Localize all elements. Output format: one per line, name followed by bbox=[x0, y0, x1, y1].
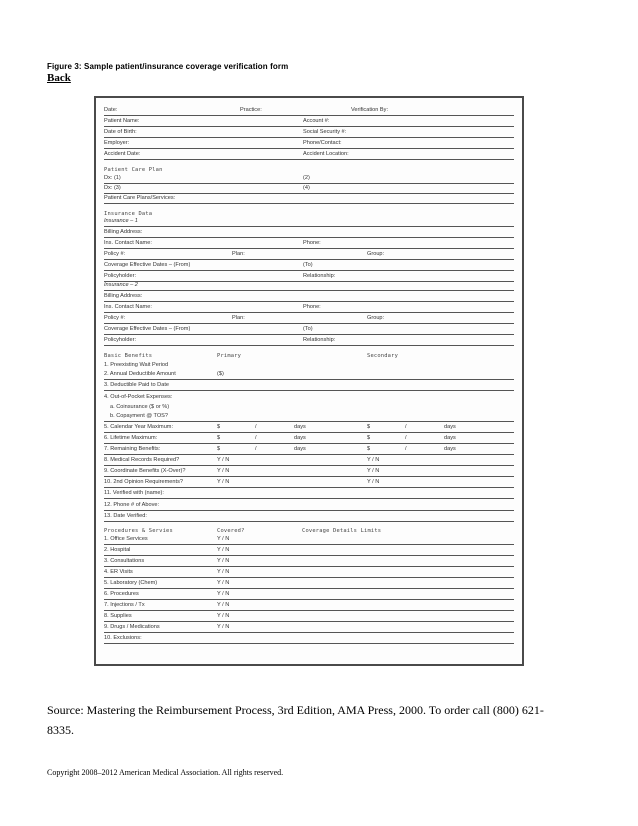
dx-row bbox=[104, 175, 514, 184]
procedure-item-label: 5. Laboratory (Chem) bbox=[104, 580, 158, 587]
yes-no-field: Y / N bbox=[367, 479, 380, 486]
yes-no-field: Y / N bbox=[217, 457, 230, 464]
days-field: days bbox=[444, 446, 456, 453]
patient-row bbox=[104, 117, 514, 127]
days-field: days bbox=[294, 435, 306, 442]
practice-label: Practice: bbox=[240, 107, 262, 114]
primary-heading: Primary bbox=[217, 352, 242, 359]
procedure-item-label: 8. Supplies bbox=[104, 613, 132, 620]
days-field: days bbox=[294, 424, 306, 431]
benefit-row bbox=[104, 424, 514, 433]
benefit-item-label: 2. Annual Deductible Amount bbox=[104, 371, 176, 378]
benefit-row bbox=[104, 513, 514, 522]
section-heading bbox=[104, 352, 514, 360]
yes-no-field: Y / N bbox=[217, 613, 230, 620]
days-field: days bbox=[444, 424, 456, 431]
date-label: Date: bbox=[104, 107, 118, 114]
to-label: (To) bbox=[303, 262, 313, 269]
insurance-row bbox=[104, 239, 514, 249]
phone-label: Phone: bbox=[303, 240, 321, 247]
yes-no-field: Y / N bbox=[217, 536, 230, 543]
yes-no-field: Y / N bbox=[367, 468, 380, 475]
benefit-item-label: 7. Remaining Benefits: bbox=[104, 446, 161, 453]
care-plan-heading: Patient Care Plan bbox=[104, 166, 163, 173]
dollar-field: ($) bbox=[217, 371, 224, 378]
account-label: Account #: bbox=[303, 118, 330, 125]
patient-row bbox=[104, 128, 514, 138]
relationship-label: Relationship: bbox=[303, 273, 336, 280]
days-field: days bbox=[444, 435, 456, 442]
dx-label: Dx: (3) bbox=[104, 185, 121, 192]
procedure-row bbox=[104, 635, 514, 644]
procedure-row bbox=[104, 580, 514, 589]
procedure-row bbox=[104, 547, 514, 556]
insurance-row bbox=[104, 336, 514, 346]
insurance-row bbox=[104, 282, 514, 291]
benefit-item-label: 13. Date Verified: bbox=[104, 513, 147, 520]
coverage-dates-label: Coverage Effective Dates – (From) bbox=[104, 262, 191, 269]
procedure-item-label: 6. Procedures bbox=[104, 591, 139, 598]
yes-no-field: Y / N bbox=[217, 580, 230, 587]
plan-label: Plan: bbox=[232, 251, 245, 258]
benefit-item-label: 12. Phone # of Above: bbox=[104, 502, 160, 509]
slash-field: / bbox=[405, 424, 407, 431]
yes-no-field: Y / N bbox=[217, 624, 230, 631]
benefit-item-label: 6. Lifetime Maximum: bbox=[104, 435, 158, 442]
procedure-item-label: 9. Drugs / Medications bbox=[104, 624, 160, 631]
insurance-row bbox=[104, 228, 514, 238]
ssn-label: Social Security #: bbox=[303, 129, 347, 136]
procedure-row bbox=[104, 591, 514, 600]
benefit-row bbox=[104, 490, 514, 499]
benefit-item-label: b. Copayment @ TOS? bbox=[110, 413, 169, 420]
yes-no-field: Y / N bbox=[217, 479, 230, 486]
benefit-row bbox=[104, 393, 514, 402]
benefit-row bbox=[104, 371, 514, 380]
benefit-item-label: 3. Deductible Paid to Date bbox=[104, 382, 169, 389]
figure-caption: Figure 3: Sample patient/insurance coverage verification form bbox=[47, 62, 289, 71]
relationship-label: Relationship: bbox=[303, 337, 336, 344]
section-heading bbox=[104, 527, 514, 535]
benefit-row bbox=[104, 502, 514, 511]
coverage-details-heading: Coverage Details Limits bbox=[302, 527, 382, 534]
dollar-field: $ bbox=[217, 424, 221, 431]
procedure-item-label: 1. Office Services bbox=[104, 536, 148, 543]
plans-services-label: Patient Care Plans/Services: bbox=[104, 195, 176, 202]
insurance-row bbox=[104, 272, 514, 282]
dx-row bbox=[104, 185, 514, 194]
policyholder-label: Policyholder: bbox=[104, 337, 137, 344]
insurance-row bbox=[104, 261, 514, 271]
patient-row bbox=[104, 139, 514, 149]
yes-no-field: Y / N bbox=[217, 468, 230, 475]
procedure-item-label: 7. Injections / Tx bbox=[104, 602, 145, 609]
slash-field: / bbox=[405, 446, 407, 453]
contact-name-label: Ins. Contact Name: bbox=[104, 240, 152, 247]
covered-heading: Covered? bbox=[217, 527, 245, 534]
dob-label: Date of Birth: bbox=[104, 129, 137, 136]
billing-address-label: Billing Address: bbox=[104, 293, 143, 300]
procedure-item-label: 10. Exclusions: bbox=[104, 635, 142, 642]
procedure-item-label: 3. Consultations bbox=[104, 558, 145, 565]
dx-label: Dx: (1) bbox=[104, 175, 121, 182]
insurance-label: Insurance – 2 bbox=[104, 282, 138, 289]
employer-label: Employer: bbox=[104, 140, 130, 147]
plans-row bbox=[104, 195, 514, 204]
policy-label: Policy #: bbox=[104, 315, 126, 322]
billing-address-label: Billing Address: bbox=[104, 229, 143, 236]
insurance-row bbox=[104, 303, 514, 313]
group-label: Group: bbox=[367, 251, 385, 258]
procedure-row bbox=[104, 602, 514, 611]
insurance-heading: Insurance Data bbox=[104, 210, 153, 217]
slash-field: / bbox=[255, 435, 257, 442]
benefit-item-label: 11. Verified with (name): bbox=[104, 490, 164, 497]
dollar-field: $ bbox=[367, 446, 371, 453]
benefit-item-label: 10. 2nd Opinion Requirements? bbox=[104, 479, 183, 486]
yes-no-field: Y / N bbox=[217, 602, 230, 609]
dollar-field: $ bbox=[217, 435, 221, 442]
benefit-row bbox=[104, 479, 514, 488]
benefits-heading: Basic Benefits bbox=[104, 352, 153, 359]
insurance-label: Insurance – 1 bbox=[104, 218, 138, 225]
patient-name-label: Patient Name: bbox=[104, 118, 140, 125]
dollar-field: $ bbox=[367, 424, 371, 431]
yes-no-field: Y / N bbox=[367, 457, 380, 464]
yes-no-field: Y / N bbox=[217, 569, 230, 576]
form-content bbox=[104, 98, 514, 664]
group-label: Group: bbox=[367, 315, 385, 322]
procedure-row bbox=[104, 624, 514, 633]
benefit-row bbox=[104, 457, 514, 466]
secondary-heading: Secondary bbox=[367, 352, 399, 359]
benefit-row bbox=[104, 361, 514, 370]
section-heading bbox=[104, 210, 514, 218]
dx-label: (4) bbox=[303, 185, 310, 192]
accident-date-label: Accident Date: bbox=[104, 151, 141, 158]
source-note: Source: Mastering the Reimbursement Process, 3rd Edition, AMA Press, 2000. To order call (800) 621-8335. bbox=[47, 703, 544, 737]
insurance-row bbox=[104, 292, 514, 302]
benefit-row bbox=[104, 468, 514, 477]
dollar-field: $ bbox=[217, 446, 221, 453]
insurance-row bbox=[104, 314, 514, 324]
insurance-row bbox=[104, 218, 514, 227]
yes-no-field: Y / N bbox=[217, 558, 230, 565]
procedures-heading: Procedures & Servies bbox=[104, 527, 173, 534]
procedure-row bbox=[104, 558, 514, 567]
procedure-item-label: 4. ER Visits bbox=[104, 569, 133, 576]
dollar-field: $ bbox=[367, 435, 371, 442]
policyholder-label: Policyholder: bbox=[104, 273, 137, 280]
benefit-item-label: 1. Preexisting Wait Period bbox=[104, 362, 169, 369]
plan-label: Plan: bbox=[232, 315, 245, 322]
slash-field: / bbox=[405, 435, 407, 442]
procedure-item-label: 2. Hospital bbox=[104, 547, 131, 554]
benefit-row bbox=[104, 435, 514, 444]
accident-location-label: Accident Location: bbox=[303, 151, 349, 158]
procedure-row bbox=[104, 536, 514, 545]
slash-field: / bbox=[255, 424, 257, 431]
coverage-dates-label: Coverage Effective Dates – (From) bbox=[104, 326, 191, 333]
copyright-note: Copyright 2008–2012 American Medical Association. All rights reserved. bbox=[47, 768, 284, 777]
patient-row bbox=[104, 150, 514, 160]
procedure-row bbox=[104, 569, 514, 578]
slash-field: / bbox=[255, 446, 257, 453]
benefit-row bbox=[104, 382, 514, 391]
benefit-item-label: 4. Out-of-Pocket Expenses: bbox=[104, 394, 173, 401]
days-field: days bbox=[294, 446, 306, 453]
back-link[interactable]: Back bbox=[47, 72, 71, 84]
yes-no-field: Y / N bbox=[217, 591, 230, 598]
benefit-row bbox=[104, 446, 514, 455]
benefit-item-label: 8. Medical Records Required? bbox=[104, 457, 180, 464]
verification-form-image bbox=[94, 96, 524, 666]
benefit-item-label: 9. Coordinate Benefits (X-Over)? bbox=[104, 468, 186, 475]
dx-label: (2) bbox=[303, 175, 310, 182]
to-label: (To) bbox=[303, 326, 313, 333]
contact-name-label: Ins. Contact Name: bbox=[104, 304, 152, 311]
header-row bbox=[104, 106, 514, 116]
benefit-row bbox=[104, 413, 514, 422]
benefit-item-label: 5. Calendar Year Maximum: bbox=[104, 424, 174, 431]
policy-label: Policy #: bbox=[104, 251, 126, 258]
procedure-row bbox=[104, 613, 514, 622]
benefit-row bbox=[104, 403, 514, 412]
phone-label: Phone: bbox=[303, 304, 321, 311]
insurance-row bbox=[104, 325, 514, 335]
verification-by-label: Verification By: bbox=[351, 107, 388, 114]
yes-no-field: Y / N bbox=[217, 547, 230, 554]
benefit-item-label: a. Coinsurance ($ or %) bbox=[110, 404, 170, 411]
phone-contact-label: Phone/Contact: bbox=[303, 140, 342, 147]
insurance-row bbox=[104, 250, 514, 260]
section-heading bbox=[104, 166, 514, 174]
